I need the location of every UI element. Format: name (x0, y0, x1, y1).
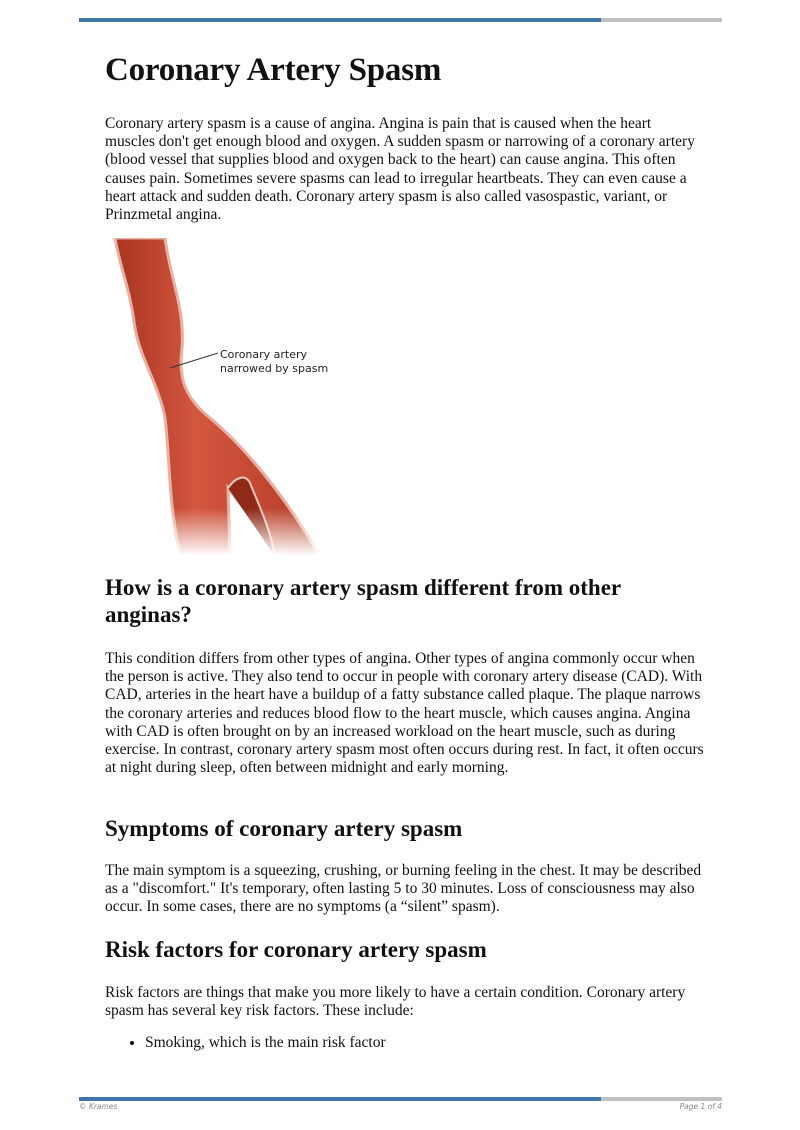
footer-copyright: © Krames (79, 1102, 118, 1111)
section-body-risk-factors: Risk factors are things that make you more likely to have a certain condition. Coronary artery spasm has several key risk factors. These include: (105, 984, 686, 1020)
page-title: Coronary Artery Spasm (105, 52, 442, 88)
section-heading-symptoms: Symptoms of coronary artery spasm (105, 816, 463, 841)
intro-paragraph: Coronary artery spasm is a cause of angina. Angina is pain that is caused when the heart muscles don't get enough blood and oxygen. A sudden spasm or narrowing of a coronary artery (blood vessel that supplies blood and oxygen back to the heart) can cause angina. This often causes pain. Sometimes severe spasms can lead to irregular heartbeats. They can even cause a heart attack and sudden death. Coronary artery spasm is also called vasospastic, variant, or Prinzmetal angina. (105, 115, 695, 224)
figure-label: Coronary artery narrowed by spasm (220, 348, 329, 375)
section-heading-risk-factors: Risk factors for coronary artery spasm (105, 937, 487, 962)
footer-rule (79, 1097, 722, 1101)
header-rule (79, 18, 722, 22)
footer-page-number: Page 1 of 4 (679, 1102, 722, 1111)
risk-factor-list (105, 1034, 745, 1052)
section-body-differences: This condition differs from other types of angina. Other types of angina commonly occur when the person is active. They also tend to occur in people with coronary artery disease (CAD). With CAD, arteries in the heart have a buildup of a fatty substance called plaque. The plaque narrows the coronary arteries and reduces blood flow to the heart muscle, which causes angina. Angina with CAD is often brought on by an increased workload on the heart muscle, such as during exercise. In contrast, coronary artery spasm most often occurs during rest. In fact, it often occurs at night during sleep, often between midnight and early morning. (105, 650, 704, 777)
section-body-symptoms: The main symptom is a squeezing, crushing, or burning feeling in the chest. It may be described as a "discomfort." It's temporary, often lasting 5 to 30 minutes. Loss of consciousness may also occur. In some cases, there are no symptoms (a “silent” spasm). (105, 862, 702, 916)
list-item: • Smoking, which is the main risk factor (145, 1034, 745, 1052)
section-heading-differences: How is a coronary artery spasm different from other anginas? (105, 575, 621, 627)
artery-illustration (110, 238, 350, 556)
